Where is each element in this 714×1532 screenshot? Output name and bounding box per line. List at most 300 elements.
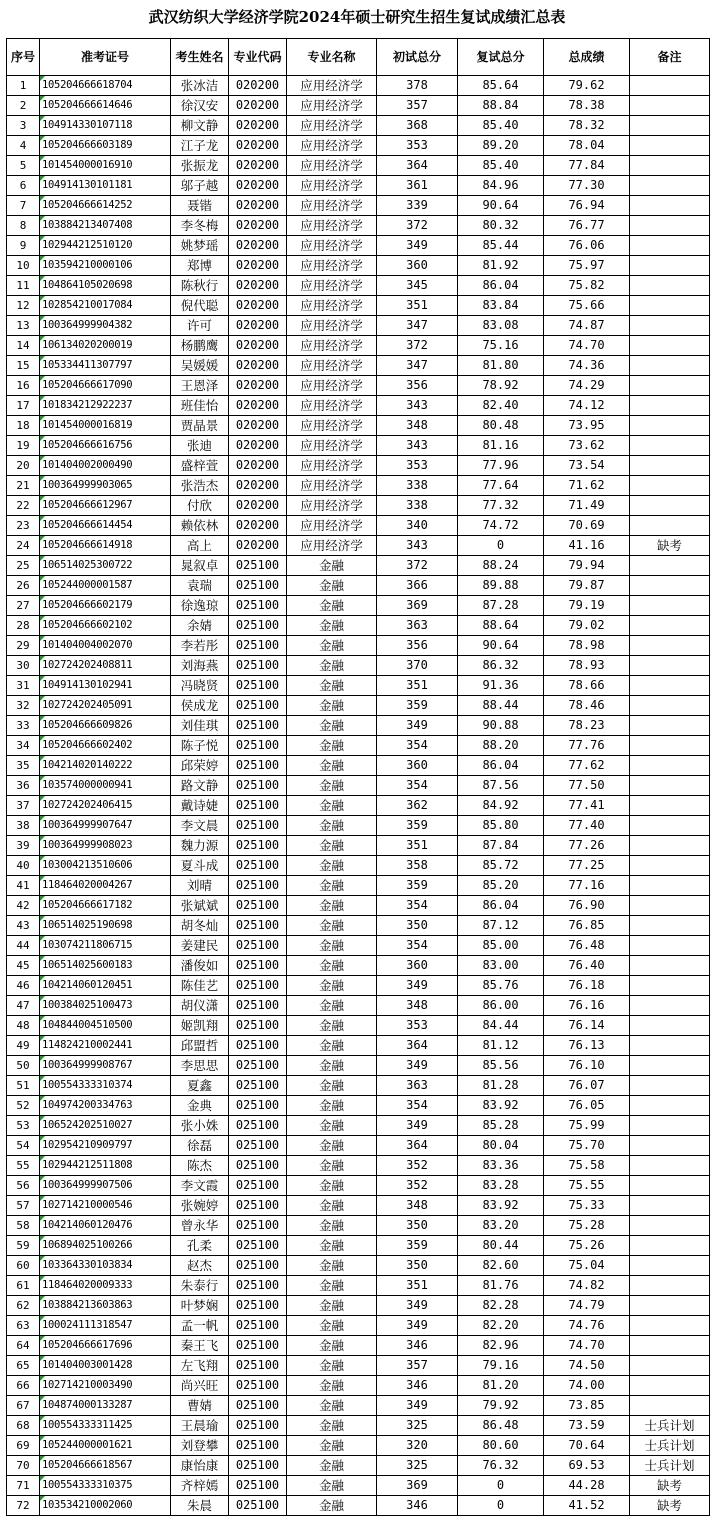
cell-note	[630, 136, 710, 156]
cell-retest-score: 85.80	[458, 816, 544, 836]
cell-retest-score: 86.04	[458, 756, 544, 776]
cell-total-score: 74.29	[544, 376, 630, 396]
cell-name: 晁叙卓	[171, 556, 229, 576]
cell-name: 赖依林	[171, 516, 229, 536]
cell-total-score: 74.76	[544, 1316, 630, 1336]
cell-initial-score: 338	[377, 496, 458, 516]
cell-seq: 34	[7, 736, 40, 756]
cell-retest-score: 88.20	[458, 736, 544, 756]
cell-seq: 72	[7, 1496, 40, 1516]
cell-initial-score: 366	[377, 576, 458, 596]
cell-total-score: 76.77	[544, 216, 630, 236]
cell-seq: 52	[7, 1096, 40, 1116]
cell-retest-score: 90.64	[458, 636, 544, 656]
cell-seq: 58	[7, 1216, 40, 1236]
table-body	[7, 76, 710, 1516]
cell-retest-score: 83.28	[458, 1176, 544, 1196]
cell-major-name: 金融	[287, 976, 377, 996]
table-row	[7, 776, 710, 796]
cell-retest-score: 87.84	[458, 836, 544, 856]
cell-major-name: 金融	[287, 996, 377, 1016]
cell-major-name: 金融	[287, 1096, 377, 1116]
cell-major-code: 020200	[229, 296, 287, 316]
cell-name: 张斌斌	[171, 896, 229, 916]
cell-name: 陈杰	[171, 1156, 229, 1176]
cell-note	[630, 1136, 710, 1156]
cell-seq: 43	[7, 916, 40, 936]
cell-seq: 57	[7, 1196, 40, 1216]
cell-note	[630, 96, 710, 116]
cell-major-name: 应用经济学	[287, 336, 377, 356]
cell-initial-score: 372	[377, 336, 458, 356]
cell-seq: 42	[7, 896, 40, 916]
cell-note	[630, 896, 710, 916]
cell-initial-score: 354	[377, 896, 458, 916]
col-header-name: 考生姓名	[171, 39, 229, 76]
table-row	[7, 456, 710, 476]
cell-major-name: 应用经济学	[287, 396, 377, 416]
cell-name: 尚兴旺	[171, 1376, 229, 1396]
cell-major-name: 金融	[287, 1196, 377, 1216]
cell-initial-score: 359	[377, 876, 458, 896]
cell-note	[630, 1196, 710, 1216]
cell-seq: 67	[7, 1396, 40, 1416]
cell-retest-score: 84.92	[458, 796, 544, 816]
cell-total-score: 75.28	[544, 1216, 630, 1236]
cell-major-code: 025100	[229, 956, 287, 976]
table-row	[7, 696, 710, 716]
cell-major-code: 025100	[229, 556, 287, 576]
cell-initial-score: 350	[377, 1256, 458, 1276]
cell-note: 士兵计划	[630, 1436, 710, 1456]
cell-note	[630, 316, 710, 336]
cell-name: 夏斗成	[171, 856, 229, 876]
cell-retest-score: 85.20	[458, 876, 544, 896]
cell-seq: 48	[7, 1016, 40, 1036]
cell-major-code: 025100	[229, 1016, 287, 1036]
cell-note	[630, 256, 710, 276]
cell-seq: 59	[7, 1236, 40, 1256]
cell-total-score: 76.14	[544, 1016, 630, 1036]
cell-exam-id: 104874000133287	[40, 1396, 171, 1416]
cell-exam-id: 103594210000106	[40, 256, 171, 276]
cell-seq: 24	[7, 536, 40, 556]
cell-total-score: 76.40	[544, 956, 630, 976]
cell-total-score: 77.40	[544, 816, 630, 836]
table-row	[7, 916, 710, 936]
cell-name: 邬子越	[171, 176, 229, 196]
cell-initial-score: 325	[377, 1456, 458, 1476]
cell-initial-score: 356	[377, 636, 458, 656]
cell-seq: 16	[7, 376, 40, 396]
cell-exam-id: 100364999904382	[40, 316, 171, 336]
cell-name: 潘俊如	[171, 956, 229, 976]
cell-exam-id: 103364330103834	[40, 1256, 171, 1276]
cell-note	[630, 1016, 710, 1036]
cell-note	[630, 436, 710, 456]
cell-exam-id: 101404002000490	[40, 456, 171, 476]
cell-note	[630, 976, 710, 996]
cell-exam-id: 100364999908767	[40, 1056, 171, 1076]
cell-retest-score: 0	[458, 536, 544, 556]
cell-major-code: 020200	[229, 136, 287, 156]
cell-initial-score: 361	[377, 176, 458, 196]
cell-retest-score: 87.56	[458, 776, 544, 796]
cell-retest-score: 83.92	[458, 1196, 544, 1216]
cell-note	[630, 876, 710, 896]
table-row	[7, 1216, 710, 1236]
cell-name: 江子龙	[171, 136, 229, 156]
cell-initial-score: 350	[377, 1216, 458, 1236]
table-row	[7, 1056, 710, 1076]
cell-total-score: 77.62	[544, 756, 630, 776]
cell-total-score: 78.98	[544, 636, 630, 656]
cell-retest-score: 88.44	[458, 696, 544, 716]
cell-initial-score: 363	[377, 1076, 458, 1096]
cell-note: 士兵计划	[630, 1416, 710, 1436]
table-row	[7, 936, 710, 956]
cell-major-name: 金融	[287, 1156, 377, 1176]
cell-name: 许可	[171, 316, 229, 336]
cell-note	[630, 736, 710, 756]
cell-exam-id: 102714210000546	[40, 1196, 171, 1216]
cell-initial-score: 360	[377, 756, 458, 776]
cell-exam-id: 100384025100473	[40, 996, 171, 1016]
table-row	[7, 596, 710, 616]
cell-seq: 17	[7, 396, 40, 416]
cell-seq: 49	[7, 1036, 40, 1056]
cell-major-code: 025100	[229, 1036, 287, 1056]
table-row	[7, 1496, 710, 1516]
cell-major-name: 应用经济学	[287, 516, 377, 536]
cell-exam-id: 105244000001587	[40, 576, 171, 596]
cell-exam-id: 104214060120476	[40, 1216, 171, 1236]
cell-major-name: 应用经济学	[287, 316, 377, 336]
cell-seq: 11	[7, 276, 40, 296]
cell-major-name: 金融	[287, 736, 377, 756]
cell-exam-id: 105204666614918	[40, 536, 171, 556]
cell-seq: 63	[7, 1316, 40, 1336]
cell-seq: 18	[7, 416, 40, 436]
cell-total-score: 74.87	[544, 316, 630, 336]
cell-name: 聂锴	[171, 196, 229, 216]
cell-exam-id: 104844004510500	[40, 1016, 171, 1036]
cell-name: 柳文静	[171, 116, 229, 136]
cell-retest-score: 81.76	[458, 1276, 544, 1296]
cell-name: 徐汉安	[171, 96, 229, 116]
cell-total-score: 71.49	[544, 496, 630, 516]
cell-initial-score: 351	[377, 1276, 458, 1296]
cell-name: 张冰洁	[171, 76, 229, 96]
cell-major-name: 应用经济学	[287, 376, 377, 396]
cell-seq: 41	[7, 876, 40, 896]
cell-total-score: 71.62	[544, 476, 630, 496]
cell-name: 盛梓萱	[171, 456, 229, 476]
cell-initial-score: 348	[377, 416, 458, 436]
cell-seq: 27	[7, 596, 40, 616]
cell-name: 路文静	[171, 776, 229, 796]
cell-major-code: 025100	[229, 1496, 287, 1516]
cell-retest-score: 83.20	[458, 1216, 544, 1236]
cell-initial-score: 360	[377, 256, 458, 276]
table-row	[7, 96, 710, 116]
table-row	[7, 576, 710, 596]
cell-note	[630, 336, 710, 356]
cell-initial-score: 354	[377, 776, 458, 796]
cell-name: 李文霞	[171, 1176, 229, 1196]
cell-exam-id: 105204666609826	[40, 716, 171, 736]
cell-note	[630, 156, 710, 176]
cell-seq: 21	[7, 476, 40, 496]
table-row	[7, 516, 710, 536]
cell-exam-id: 105204666612967	[40, 496, 171, 516]
col-header-exam-id: 准考证号	[40, 39, 171, 76]
cell-major-code: 025100	[229, 616, 287, 636]
table-row	[7, 1256, 710, 1276]
cell-initial-score: 349	[377, 1316, 458, 1336]
cell-major-code: 020200	[229, 336, 287, 356]
col-header-note: 备注	[630, 39, 710, 76]
cell-initial-score: 364	[377, 1136, 458, 1156]
cell-total-score: 78.23	[544, 716, 630, 736]
cell-retest-score: 85.44	[458, 236, 544, 256]
table-row	[7, 676, 710, 696]
cell-note	[630, 756, 710, 776]
cell-initial-score: 354	[377, 936, 458, 956]
cell-major-name: 金融	[287, 556, 377, 576]
cell-total-score: 77.16	[544, 876, 630, 896]
cell-seq: 53	[7, 1116, 40, 1136]
cell-name: 李若彤	[171, 636, 229, 656]
col-header-initial-score: 初试总分	[377, 39, 458, 76]
table-row	[7, 376, 710, 396]
cell-exam-id: 101454000016819	[40, 416, 171, 436]
cell-exam-id: 102724202408811	[40, 656, 171, 676]
cell-major-name: 金融	[287, 656, 377, 676]
cell-exam-id: 105204666614646	[40, 96, 171, 116]
cell-major-code: 025100	[229, 1436, 287, 1456]
cell-seq: 51	[7, 1076, 40, 1096]
table-row	[7, 436, 710, 456]
cell-seq: 71	[7, 1476, 40, 1496]
cell-name: 朱泰行	[171, 1276, 229, 1296]
cell-major-code: 025100	[229, 736, 287, 756]
cell-major-code: 025100	[229, 796, 287, 816]
cell-seq: 55	[7, 1156, 40, 1176]
cell-major-code: 020200	[229, 276, 287, 296]
table-row	[7, 1476, 710, 1496]
cell-total-score: 73.59	[544, 1416, 630, 1436]
cell-total-score: 76.05	[544, 1096, 630, 1116]
cell-note	[630, 216, 710, 236]
cell-initial-score: 343	[377, 436, 458, 456]
cell-retest-score: 80.48	[458, 416, 544, 436]
cell-retest-score: 77.96	[458, 456, 544, 476]
table-row	[7, 876, 710, 896]
cell-major-code: 025100	[229, 1256, 287, 1276]
cell-initial-score: 353	[377, 456, 458, 476]
cell-initial-score: 349	[377, 236, 458, 256]
cell-name: 余婧	[171, 616, 229, 636]
cell-initial-score: 364	[377, 156, 458, 176]
cell-name: 刘晴	[171, 876, 229, 896]
cell-retest-score: 90.64	[458, 196, 544, 216]
cell-total-score: 74.50	[544, 1356, 630, 1376]
cell-retest-score: 80.32	[458, 216, 544, 236]
cell-name: 齐梓嫣	[171, 1476, 229, 1496]
cell-initial-score: 345	[377, 276, 458, 296]
cell-major-code: 025100	[229, 1196, 287, 1216]
cell-major-name: 金融	[287, 916, 377, 936]
cell-total-score: 69.53	[544, 1456, 630, 1476]
cell-seq: 37	[7, 796, 40, 816]
cell-major-code: 025100	[229, 816, 287, 836]
cell-seq: 5	[7, 156, 40, 176]
cell-exam-id: 106514025300722	[40, 556, 171, 576]
cell-note	[630, 956, 710, 976]
cell-initial-score: 353	[377, 136, 458, 156]
cell-total-score: 78.38	[544, 96, 630, 116]
cell-exam-id: 105204666614454	[40, 516, 171, 536]
cell-major-name: 金融	[287, 896, 377, 916]
cell-major-name: 应用经济学	[287, 536, 377, 556]
table-row	[7, 76, 710, 96]
sheet-title: 武汉纺织大学经济学院2024年硕士研究生招生复试成绩汇总表	[148, 8, 566, 26]
cell-major-code: 025100	[229, 856, 287, 876]
cell-seq: 40	[7, 856, 40, 876]
cell-total-score: 79.19	[544, 596, 630, 616]
cell-seq: 46	[7, 976, 40, 996]
cell-exam-id: 106134020200019	[40, 336, 171, 356]
cell-exam-id: 103884213603863	[40, 1296, 171, 1316]
cell-major-name: 应用经济学	[287, 156, 377, 176]
cell-name: 陈佳艺	[171, 976, 229, 996]
cell-note	[630, 1296, 710, 1316]
cell-exam-id: 100364999907506	[40, 1176, 171, 1196]
cell-retest-score: 78.92	[458, 376, 544, 396]
table-row	[7, 1176, 710, 1196]
cell-major-code: 020200	[229, 216, 287, 236]
cell-total-score: 76.16	[544, 996, 630, 1016]
table-row	[7, 416, 710, 436]
cell-exam-id: 105204666618567	[40, 1456, 171, 1476]
cell-exam-id: 100364999903065	[40, 476, 171, 496]
cell-note	[630, 1316, 710, 1336]
cell-seq: 50	[7, 1056, 40, 1076]
cell-retest-score: 81.20	[458, 1376, 544, 1396]
cell-initial-score: 353	[377, 1016, 458, 1036]
cell-name: 孟一帆	[171, 1316, 229, 1336]
cell-major-code: 025100	[229, 656, 287, 676]
cell-name: 杨鹏鹰	[171, 336, 229, 356]
cell-initial-score: 372	[377, 216, 458, 236]
cell-note	[630, 776, 710, 796]
cell-retest-score: 83.84	[458, 296, 544, 316]
cell-exam-id: 100024111318547	[40, 1316, 171, 1336]
cell-retest-score: 90.88	[458, 716, 544, 736]
cell-exam-id: 100554333310374	[40, 1076, 171, 1096]
cell-exam-id: 104914330107118	[40, 116, 171, 136]
cell-major-name: 应用经济学	[287, 196, 377, 216]
cell-major-name: 金融	[287, 1416, 377, 1436]
table-row	[7, 176, 710, 196]
table-row	[7, 1396, 710, 1416]
table-row	[7, 856, 710, 876]
table-row	[7, 796, 710, 816]
cell-total-score: 76.07	[544, 1076, 630, 1096]
cell-major-code: 025100	[229, 636, 287, 656]
cell-seq: 54	[7, 1136, 40, 1156]
cell-retest-score: 85.40	[458, 116, 544, 136]
table-row	[7, 556, 710, 576]
cell-major-code: 025100	[229, 756, 287, 776]
cell-seq: 38	[7, 816, 40, 836]
cell-initial-score: 349	[377, 1296, 458, 1316]
cell-exam-id: 103534210002060	[40, 1496, 171, 1516]
table-row	[7, 1136, 710, 1156]
cell-seq: 15	[7, 356, 40, 376]
cell-seq: 44	[7, 936, 40, 956]
table-row	[7, 1416, 710, 1436]
cell-initial-score: 360	[377, 956, 458, 976]
cell-seq: 61	[7, 1276, 40, 1296]
cell-major-name: 应用经济学	[287, 476, 377, 496]
cell-note	[630, 476, 710, 496]
cell-note	[630, 456, 710, 476]
cell-seq: 2	[7, 96, 40, 116]
cell-total-score: 41.52	[544, 1496, 630, 1516]
table-row	[7, 836, 710, 856]
cell-name: 曹婧	[171, 1396, 229, 1416]
cell-retest-score: 85.28	[458, 1116, 544, 1136]
table-row	[7, 896, 710, 916]
cell-note	[630, 396, 710, 416]
cell-exam-id: 106514025600183	[40, 956, 171, 976]
table-row	[7, 1436, 710, 1456]
cell-major-code: 020200	[229, 496, 287, 516]
cell-note	[630, 596, 710, 616]
cell-exam-id: 114824210002441	[40, 1036, 171, 1056]
cell-seq: 60	[7, 1256, 40, 1276]
cell-exam-id: 105204666617696	[40, 1336, 171, 1356]
cell-note	[630, 676, 710, 696]
cell-exam-id: 105334411307797	[40, 356, 171, 376]
cell-major-name: 金融	[287, 1296, 377, 1316]
cell-exam-id: 102714210003490	[40, 1376, 171, 1396]
cell-major-name: 金融	[287, 696, 377, 716]
cell-exam-id: 104914130102941	[40, 676, 171, 696]
cell-retest-score: 86.04	[458, 896, 544, 916]
cell-name: 冯晓贤	[171, 676, 229, 696]
cell-retest-score: 81.80	[458, 356, 544, 376]
cell-major-code: 025100	[229, 1096, 287, 1116]
cell-total-score: 75.70	[544, 1136, 630, 1156]
cell-seq: 68	[7, 1416, 40, 1436]
cell-total-score: 73.85	[544, 1396, 630, 1416]
cell-major-name: 金融	[287, 1316, 377, 1336]
cell-exam-id: 105204666616756	[40, 436, 171, 456]
cell-note	[630, 816, 710, 836]
cell-name: 曾永华	[171, 1216, 229, 1236]
cell-major-name: 金融	[287, 816, 377, 836]
cell-retest-score: 83.36	[458, 1156, 544, 1176]
cell-major-name: 金融	[287, 716, 377, 736]
cell-seq: 36	[7, 776, 40, 796]
cell-name: 张浩杰	[171, 476, 229, 496]
table-row	[7, 536, 710, 556]
cell-initial-score: 350	[377, 916, 458, 936]
cell-retest-score: 91.36	[458, 676, 544, 696]
